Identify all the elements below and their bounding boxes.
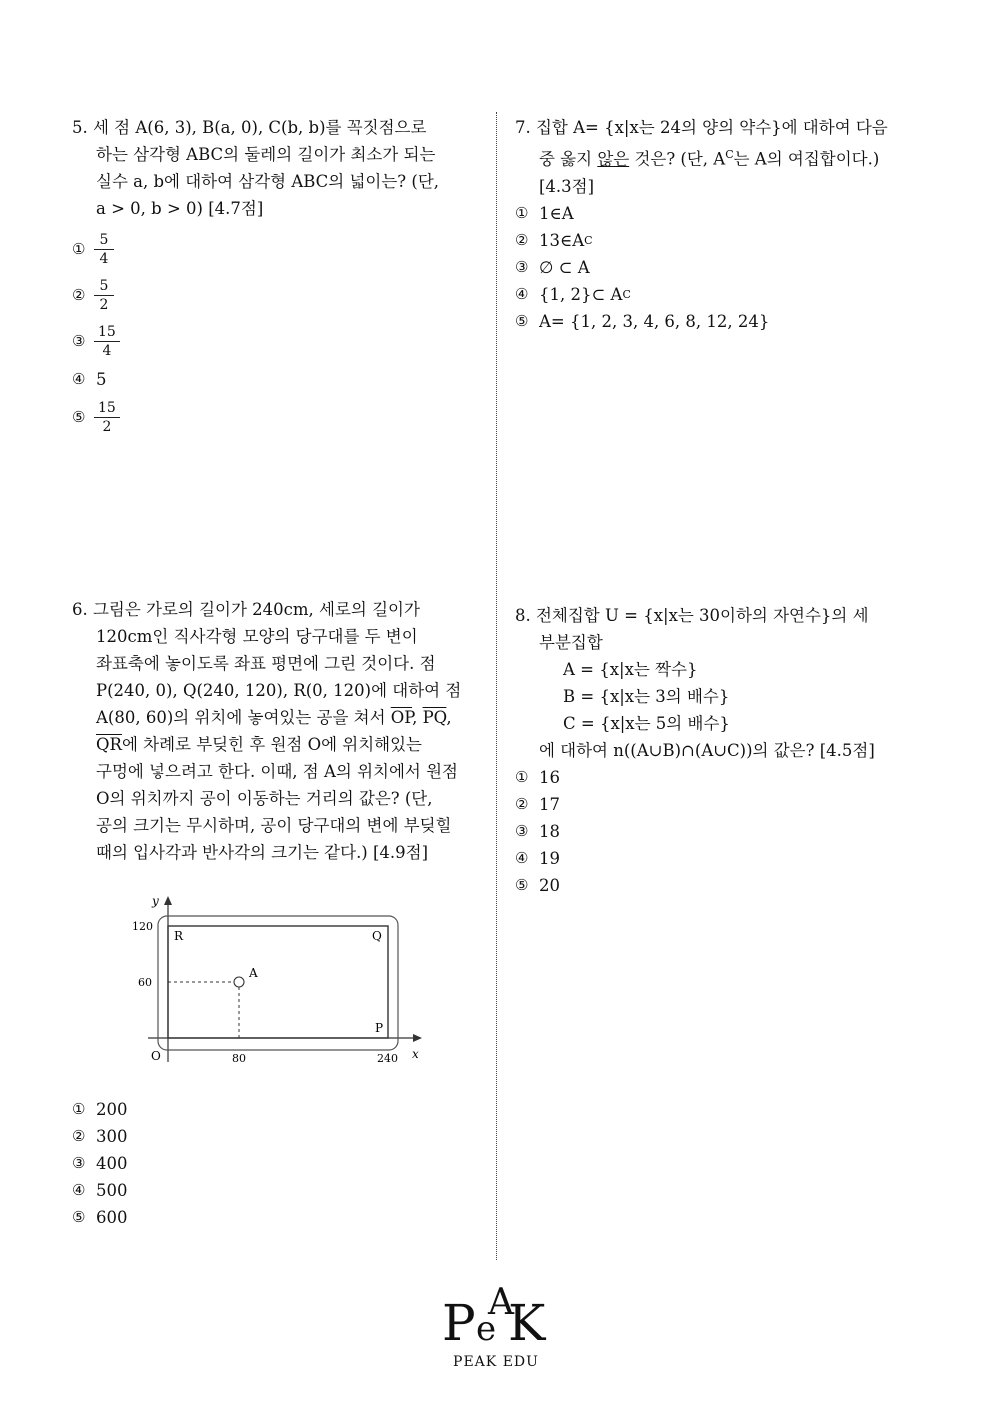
q6-text: 에 차례로 부딪힌 후 원점 O에 위치해있는 — [121, 735, 422, 754]
choice-4[interactable] — [515, 845, 925, 872]
choice-marker: ③ — [515, 257, 529, 276]
choice-marker: ① — [72, 239, 86, 258]
tick-240: 240 — [377, 1052, 398, 1065]
choice-marker: ② — [515, 795, 529, 813]
choice-3[interactable] — [515, 254, 925, 281]
q7-line: [4.3점] — [539, 176, 595, 196]
choice-text: 20 — [539, 876, 560, 895]
q7-line: 7. 집합 A= {x|x는 24의 양의 약수}에 대하여 다음 — [515, 118, 888, 137]
choice-text: 16 — [539, 768, 560, 787]
q6-line: P(240, 0), Q(240, 120), R(0, 120)에 대하여 점 — [96, 681, 462, 700]
choice-text: A= {1, 2, 3, 4, 6, 8, 12, 24} — [539, 311, 770, 331]
choice-marker: ④ — [515, 849, 529, 867]
choice-1[interactable] — [515, 200, 925, 227]
denominator: 4 — [102, 342, 112, 359]
choice-5[interactable] — [72, 394, 482, 440]
choice-4[interactable] — [72, 364, 482, 394]
q7-text: 중 옳지 — [539, 149, 598, 169]
choice-marker: ① — [515, 768, 529, 786]
choice-marker: ④ — [515, 284, 529, 303]
label-a: A — [249, 966, 258, 980]
fraction-bar — [94, 417, 120, 418]
svg-text:A: A — [488, 1282, 514, 1323]
tick-120: 120 — [132, 920, 153, 933]
choice-marker: ③ — [515, 822, 529, 840]
q6-line: 공의 크기는 무시하며, 공이 당구대의 변에 부딪힐 — [96, 816, 452, 835]
question-7 — [515, 114, 925, 335]
choice-3[interactable] — [72, 318, 482, 364]
complement-sup: C — [725, 148, 734, 161]
fraction-bar — [94, 249, 114, 250]
separator: , — [412, 708, 423, 727]
origin-label: O — [151, 1049, 161, 1063]
choice-marker: ⑤ — [515, 311, 529, 330]
complement-sup: C — [622, 287, 631, 301]
svg-text:e: e — [476, 1309, 497, 1348]
underlined-not: 않은 — [597, 149, 630, 169]
choice-2[interactable] — [72, 272, 482, 318]
choice-marker: ② — [72, 285, 86, 304]
segment-pq: $\overline{PQ}$ — [422, 708, 447, 727]
label-p: P — [375, 1021, 384, 1035]
fraction — [96, 232, 112, 267]
q6-choices — [72, 1096, 372, 1231]
fraction — [96, 324, 118, 359]
separator: , — [446, 708, 452, 727]
choice-text: ∅ ⊂ A — [539, 257, 590, 277]
q8-set-c: C = {x|x는 5의 배수} — [563, 714, 730, 733]
choice-marker: ① — [72, 1100, 86, 1118]
label-r: R — [174, 929, 184, 943]
choice-marker: ④ — [72, 369, 86, 388]
x-axis-arrow — [413, 1034, 422, 1042]
choice-2[interactable] — [515, 791, 925, 818]
q6-text: A(80, 60)의 위치에 놓여있는 공을 쳐서 — [96, 708, 391, 727]
ball-a — [234, 977, 244, 987]
numerator: 5 — [99, 231, 109, 248]
choice-marker: ⑤ — [72, 407, 86, 426]
question-5 — [72, 114, 482, 440]
table-outer-border — [158, 916, 398, 1050]
choice-text: 200 — [96, 1100, 128, 1119]
y-axis-arrow — [164, 896, 172, 905]
choice-3[interactable] — [515, 818, 925, 845]
q6-line: 때의 입사각과 반사각의 크기는 같다.) [4.9점] — [96, 843, 429, 862]
choice-4[interactable] — [515, 281, 925, 308]
question-6 — [72, 596, 487, 866]
choice-3[interactable] — [72, 1150, 372, 1177]
denominator: 2 — [99, 296, 109, 313]
choice-text: 17 — [539, 795, 560, 814]
choice-text: 18 — [539, 822, 560, 841]
q6-line: 구멍에 넣으려고 한다. 이때, 점 A의 위치에서 원점 — [96, 762, 458, 781]
choice-text: 19 — [539, 849, 560, 868]
q5-line: 실수 a, b에 대하여 삼각형 ABC의 넓이는? (단, — [96, 172, 440, 191]
q5-line: a > 0, b > 0) [4.7점] — [96, 199, 264, 218]
choice-marker: ④ — [72, 1181, 86, 1199]
choice-text: 5 — [96, 369, 107, 389]
peak-edu-logo — [430, 1280, 562, 1370]
q6-line: O의 위치까지 공이 이동하는 거리의 값은? (단, — [96, 789, 433, 808]
q6-line — [72, 731, 487, 758]
denominator: 4 — [99, 250, 109, 267]
fraction — [96, 278, 112, 313]
peak-logo-mark — [436, 1280, 556, 1348]
choice-text: 600 — [96, 1208, 128, 1227]
q6-line: 120cm인 직사각형 모양의 당구대를 두 변이 — [96, 627, 418, 646]
numerator: 15 — [98, 323, 116, 340]
choice-1[interactable] — [72, 1096, 372, 1123]
fraction-bar — [94, 295, 114, 296]
choice-2[interactable] — [515, 227, 925, 254]
choice-marker: ③ — [72, 331, 86, 350]
x-axis-label: x — [412, 1047, 419, 1061]
choice-text: 13∈A — [539, 230, 585, 250]
tick-80: 80 — [232, 1052, 246, 1065]
q7-choices — [515, 200, 925, 335]
q8-set-b: B = {x|x는 3의 배수} — [563, 687, 730, 706]
choice-marker: ③ — [72, 1154, 86, 1172]
y-axis-label: y — [152, 894, 159, 908]
q8-line: 에 대하여 n((A∪B)∩(A∪C))의 값은? [4.5점] — [539, 741, 875, 760]
q5-choices — [72, 226, 482, 440]
column-divider — [496, 112, 497, 1260]
choice-1[interactable] — [515, 764, 925, 791]
q8-choices — [515, 764, 925, 899]
denominator: 2 — [102, 418, 112, 435]
q6-line: 좌표축에 놓이도록 좌표 평면에 그린 것이다. 점 — [96, 654, 436, 673]
billiard-table-figure — [120, 890, 430, 1070]
svg-text:K: K — [508, 1294, 546, 1348]
choice-5[interactable] — [515, 872, 925, 899]
segment-qr: $\overline{QR}$ — [96, 735, 122, 754]
choice-marker: ⑤ — [72, 1208, 86, 1226]
choice-text: 300 — [96, 1127, 128, 1146]
choice-text: {1, 2}⊂ A — [539, 284, 623, 304]
choice-marker: ① — [515, 203, 529, 222]
choice-marker: ⑤ — [515, 876, 529, 894]
q8-set-a: A = {x|x는 짝수} — [563, 660, 698, 679]
choice-5[interactable] — [72, 1204, 372, 1231]
complement-sup: C — [584, 233, 593, 247]
q5-line: 5. 세 점 A(6, 3), B(a, 0), C(b, b)를 꼭짓점으로 — [72, 118, 427, 137]
choice-4[interactable] — [72, 1177, 372, 1204]
choice-5[interactable] — [515, 308, 925, 335]
q6-line: 6. 그림은 가로의 길이가 240cm, 세로의 길이가 — [72, 600, 420, 619]
choice-text: 1∈A — [539, 203, 574, 223]
choice-2[interactable] — [72, 1123, 372, 1150]
fraction-bar — [94, 341, 120, 342]
segment-op: $\overline{OP}$ — [390, 708, 413, 727]
q7-line — [515, 141, 925, 173]
choice-1[interactable] — [72, 226, 482, 272]
label-q: Q — [372, 929, 382, 943]
svg-text:P: P — [442, 1294, 476, 1348]
q8-line: 부분집합 — [539, 633, 603, 652]
question-8 — [515, 602, 925, 899]
tick-60: 60 — [138, 976, 152, 989]
choice-marker: ② — [515, 230, 529, 249]
q8-line: 8. 전체집합 U = {x|x는 30이하의 자연수}의 세 — [515, 606, 869, 625]
fraction — [96, 400, 118, 435]
q7-text: 는 A의 여집합이다.) — [733, 149, 880, 169]
choice-text: 400 — [96, 1154, 128, 1173]
q5-line: 하는 삼각형 ABC의 둘레의 길이가 최소가 되는 — [96, 145, 436, 164]
q6-line — [72, 704, 487, 731]
numerator: 15 — [98, 399, 116, 416]
q7-text: 것은? (단, A — [629, 149, 726, 169]
numerator: 5 — [99, 277, 109, 294]
choice-text: 500 — [96, 1181, 128, 1200]
logo-caption: PEAK EDU — [453, 1354, 539, 1370]
choice-marker: ② — [72, 1127, 86, 1145]
